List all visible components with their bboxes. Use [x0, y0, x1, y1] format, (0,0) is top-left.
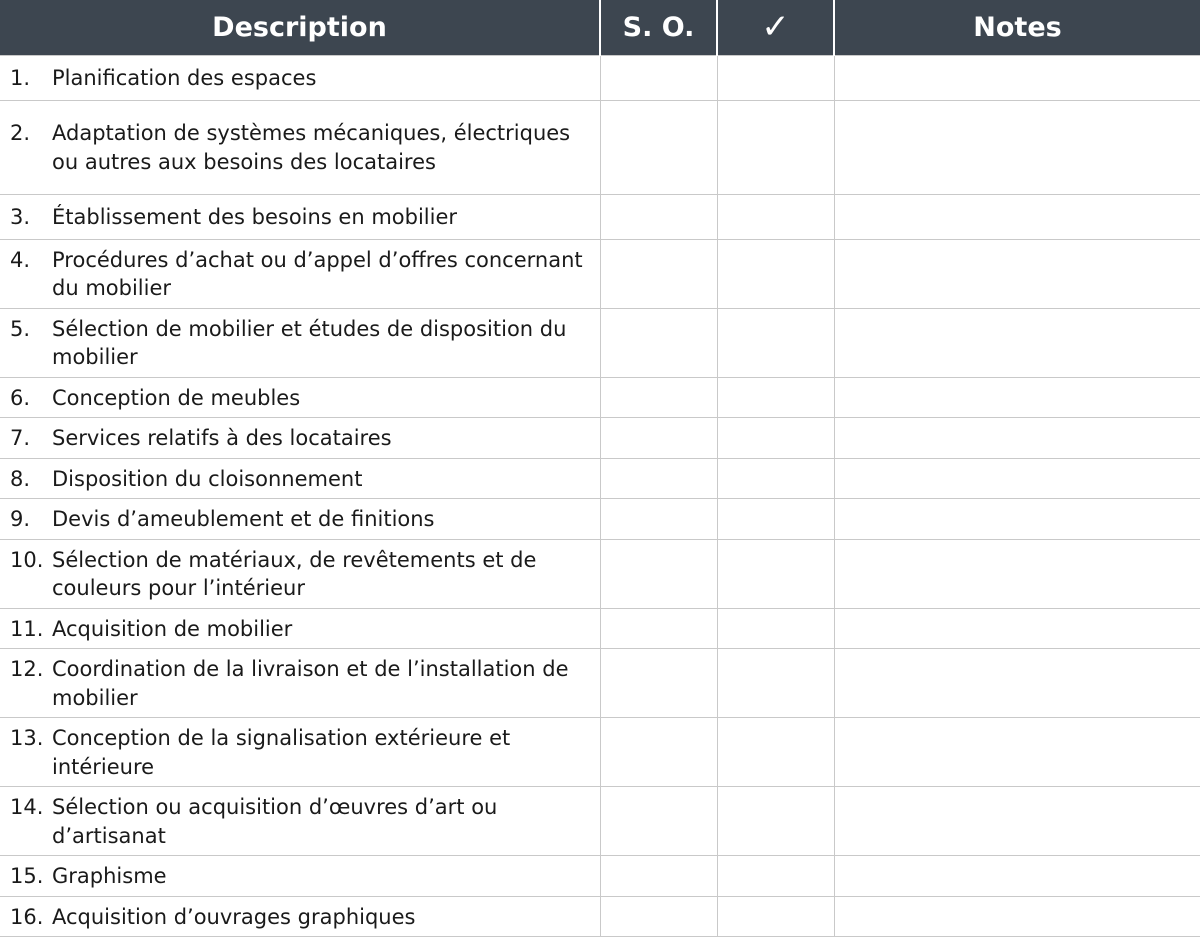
notes-cell[interactable] — [834, 608, 1200, 649]
description-cell — [0, 418, 600, 459]
so-cell[interactable] — [600, 418, 717, 459]
item-description: Acquisition d’ouvrages graphiques — [52, 904, 416, 929]
item-number: 8. — [10, 466, 31, 491]
notes-cell[interactable] — [834, 856, 1200, 897]
description-cell — [0, 649, 600, 718]
notes-cell[interactable] — [834, 418, 1200, 459]
check-cell[interactable] — [717, 787, 834, 856]
description-cell — [0, 377, 600, 418]
header-so: S. O. — [600, 0, 717, 55]
item-number: 7. — [10, 426, 31, 450]
item-number: 5. — [10, 316, 31, 341]
item-number: 6. — [10, 385, 31, 410]
item-description: Graphisme — [52, 864, 167, 888]
item-number: 1. — [10, 65, 31, 90]
item-description: Adaptation de systèmes mécaniques, électriques ou autres aux besoins des locataires — [52, 121, 571, 174]
so-cell[interactable] — [600, 499, 717, 540]
header-description: Description — [0, 0, 600, 55]
check-cell[interactable] — [717, 418, 834, 459]
notes-cell[interactable] — [834, 194, 1200, 239]
table-row — [0, 539, 1200, 608]
item-number: 2. — [10, 121, 31, 145]
notes-cell[interactable] — [834, 718, 1200, 787]
item-number: 16. — [10, 904, 44, 929]
table-body — [0, 55, 1200, 937]
description-cell — [0, 458, 600, 499]
item-number: 13. — [10, 726, 44, 750]
check-cell[interactable] — [717, 308, 834, 377]
table-row — [0, 239, 1200, 308]
so-cell[interactable] — [600, 458, 717, 499]
check-cell[interactable] — [717, 458, 834, 499]
item-description: Planification des espaces — [52, 65, 317, 90]
table-row — [0, 308, 1200, 377]
notes-cell[interactable] — [834, 308, 1200, 377]
description-cell — [0, 856, 600, 897]
notes-cell[interactable] — [834, 55, 1200, 100]
item-number: 3. — [10, 204, 31, 229]
item-description: Disposition du cloisonnement — [52, 466, 363, 491]
so-cell[interactable] — [600, 55, 717, 100]
item-description: Sélection de mobilier et études de disposition du mobilier — [52, 316, 567, 369]
description-cell — [0, 787, 600, 856]
notes-cell[interactable] — [834, 377, 1200, 418]
so-cell[interactable] — [600, 896, 717, 937]
check-cell[interactable] — [717, 539, 834, 608]
item-number: 14. — [10, 795, 44, 819]
notes-cell[interactable] — [834, 100, 1200, 194]
item-number: 10. — [10, 547, 44, 572]
table-row — [0, 718, 1200, 787]
header-row — [0, 0, 1200, 55]
item-description: Établissement des besoins en mobilier — [52, 204, 458, 229]
table-row — [0, 608, 1200, 649]
item-number: 9. — [10, 507, 31, 531]
check-cell[interactable] — [717, 100, 834, 194]
table-row — [0, 856, 1200, 897]
check-cell[interactable] — [717, 239, 834, 308]
so-cell[interactable] — [600, 239, 717, 308]
item-number: 11. — [10, 616, 44, 641]
description-cell — [0, 539, 600, 608]
check-cell[interactable] — [717, 377, 834, 418]
checkmark-icon: ✓ — [761, 6, 790, 47]
table-row — [0, 55, 1200, 100]
description-cell — [0, 499, 600, 540]
check-cell[interactable] — [717, 856, 834, 897]
table-row — [0, 458, 1200, 499]
notes-cell[interactable] — [834, 787, 1200, 856]
item-description: Devis d’ameublement et de finitions — [52, 507, 435, 531]
check-cell[interactable] — [717, 194, 834, 239]
check-cell[interactable] — [717, 608, 834, 649]
description-cell — [0, 718, 600, 787]
check-cell[interactable] — [717, 718, 834, 787]
item-description: Acquisition de mobilier — [52, 616, 293, 641]
description-cell — [0, 100, 600, 194]
item-description: Conception de la signalisation extérieure et intérieure — [52, 726, 511, 779]
notes-cell[interactable] — [834, 239, 1200, 308]
table-row — [0, 100, 1200, 194]
table-row — [0, 418, 1200, 459]
item-description: Procédures d’achat ou d’appel d’offres concernant du mobilier — [52, 247, 583, 300]
notes-cell[interactable] — [834, 649, 1200, 718]
item-number: 4. — [10, 247, 31, 272]
table-row — [0, 194, 1200, 239]
table-row — [0, 649, 1200, 718]
check-cell[interactable] — [717, 55, 834, 100]
check-cell[interactable] — [717, 499, 834, 540]
check-cell[interactable] — [717, 896, 834, 937]
description-cell — [0, 608, 600, 649]
item-number: 15. — [10, 864, 44, 888]
table-row — [0, 377, 1200, 418]
table-row — [0, 787, 1200, 856]
so-cell[interactable] — [600, 100, 717, 194]
description-cell — [0, 194, 600, 239]
check-cell[interactable] — [717, 649, 834, 718]
item-description: Conception de meubles — [52, 385, 301, 410]
header-check — [717, 0, 834, 55]
notes-cell[interactable] — [834, 499, 1200, 540]
so-cell[interactable] — [600, 787, 717, 856]
table-row — [0, 896, 1200, 937]
item-number: 12. — [10, 657, 44, 681]
description-cell — [0, 308, 600, 377]
notes-cell[interactable] — [834, 896, 1200, 937]
so-cell[interactable] — [600, 377, 717, 418]
so-cell[interactable] — [600, 608, 717, 649]
description-cell — [0, 239, 600, 308]
table-header — [0, 0, 1200, 55]
so-cell[interactable] — [600, 308, 717, 377]
table-row — [0, 499, 1200, 540]
so-cell[interactable] — [600, 194, 717, 239]
so-cell[interactable] — [600, 856, 717, 897]
item-description: Sélection ou acquisition d’œuvres d’art ou d’artisanat — [52, 795, 498, 848]
header-notes: Notes — [834, 0, 1200, 55]
description-cell — [0, 896, 600, 937]
item-description: Coordination de la livraison et de l’installation de mobilier — [52, 657, 569, 710]
item-description: Services relatifs à des locataires — [52, 426, 392, 450]
notes-cell[interactable] — [834, 458, 1200, 499]
so-cell[interactable] — [600, 649, 717, 718]
item-description: Sélection de matériaux, de revêtements et de couleurs pour l’intérieur — [52, 547, 537, 600]
so-cell[interactable] — [600, 539, 717, 608]
notes-cell[interactable] — [834, 539, 1200, 608]
so-cell[interactable] — [600, 718, 717, 787]
description-cell — [0, 55, 600, 100]
